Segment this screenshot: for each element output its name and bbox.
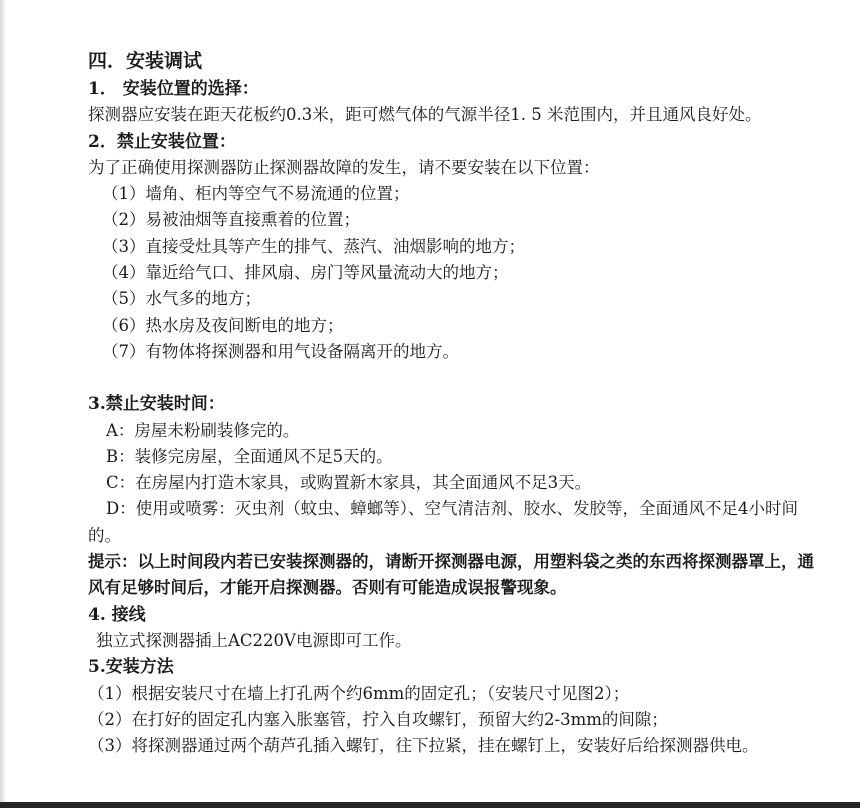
forbidden-position-intro: 为了正确使用探测器防止探测器故障的发生，请不要安装在以下位置：: [88, 157, 600, 177]
forbidden-time-item: C：在房屋内打造木家具，或购置新木家具，其全面通风不足3天。: [106, 473, 592, 493]
wiring-text: 独立式探测器插上AC220V电源即可工作。: [96, 630, 412, 650]
tip-text: 提示：以上时间段内若已安装探测器的，请断开探测器电源，用塑料袋之类的东西将探测器罩上，通风有足够时间后，才能开启探测器。否则有可能造成误报警现象。: [88, 552, 814, 598]
forbidden-position-heading: 2．禁止安装位置：: [88, 131, 236, 152]
install-position-heading: 1． 安装位置的选择：: [88, 79, 259, 99]
scan-edge-bottom: [0, 802, 860, 808]
install-method-item: （3）将探测器通过两个葫芦孔插入螺钉，往下拉紧，挂在螺钉上，安装好后给探测器供电。: [88, 736, 759, 756]
forbidden-time-heading: 3.禁止安装时间：: [88, 394, 225, 415]
forbidden-position-item: （6）热水房及夜间断电的地方；: [102, 315, 344, 335]
forbidden-position-item: （4）靠近给气口、排风扇、房门等风量流动大的地方；: [102, 263, 509, 283]
spacer: [88, 365, 828, 391]
forbidden-time-item: D：使用或喷雾：灭虫剂（蚊虫、蟑螂等）、空气清洁剂、胶水、发胶等，全面通风不足4小时间的。: [88, 499, 798, 545]
install-method-item: （2）在打好的固定孔内塞入胀塞管，拧入自攻螺钉，预留大约2-3mm的间隙；: [88, 709, 668, 729]
install-method-heading: 5.安装方法: [88, 657, 174, 678]
section-title: 四．安装调试: [88, 50, 203, 72]
forbidden-time-item: A：房屋未粉刷装修完的。: [106, 420, 300, 440]
wiring-heading: 4. 接线: [88, 604, 146, 625]
document-page: [88, 46, 828, 759]
forbidden-time-item: B：装修完房屋，全面通风不足5天的。: [106, 446, 393, 466]
forbidden-position-item: （3）直接受灶具等产生的排气、蒸汽、油烟影响的地方；: [102, 236, 525, 256]
scan-edge-left: [0, 0, 6, 808]
forbidden-position-item: （7）有物体将探测器和用气设备隔离开的地方。: [102, 341, 459, 361]
forbidden-position-item: （1）墙角、柜内等空气不易流通的位置；: [102, 184, 410, 204]
forbidden-position-item: （2）易被油烟等直接熏着的位置；: [102, 210, 360, 230]
forbidden-position-item: （5）水气多的地方；: [102, 289, 261, 309]
install-method-item: （1）根据安装尺寸在墙上打孔两个约6mm的固定孔；（安装尺寸见图2）；: [88, 683, 630, 703]
install-position-text: 探测器应安装在距天花板约0.3米，距可燃气体的气源半径1. 5 米范围内，并且通风良好处。: [88, 105, 762, 125]
